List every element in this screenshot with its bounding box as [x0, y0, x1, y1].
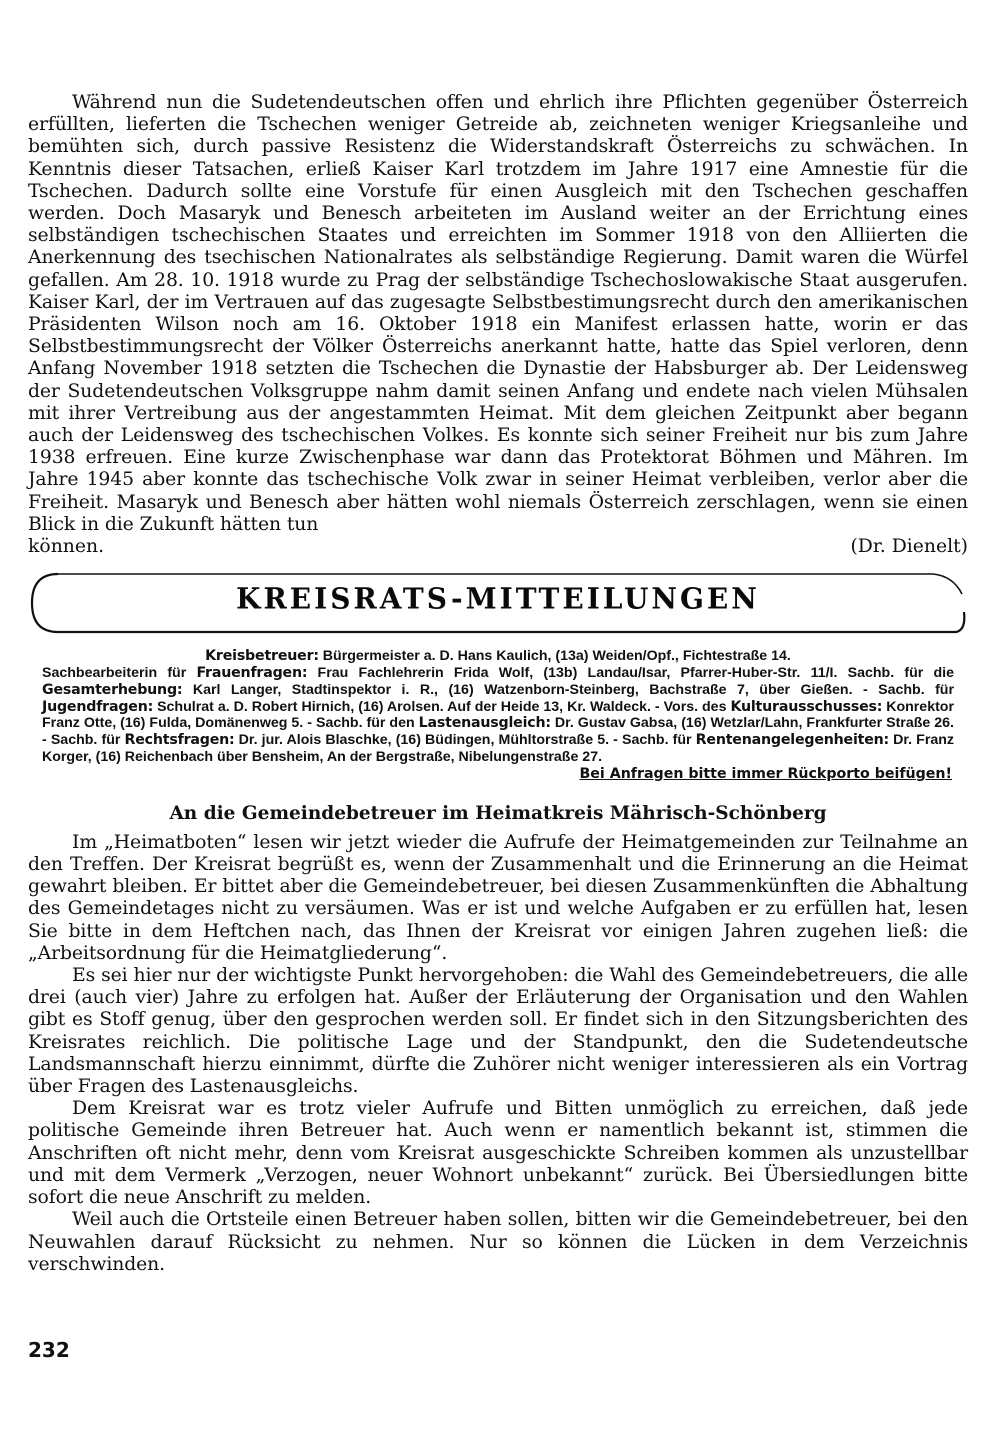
notice-label-lastenausgleich: Lastenausgleich: — [418, 715, 551, 732]
article — [28, 803, 968, 1276]
article-paragraph: Es sei hier nur der wichtigste Punkt hervorgehoben: die Wahl des Gemeindebetreuers, die alle drei (auch vier) Jahre zu erfolgen hat. Außer der Erläuterung der Organisation und den Wahlen gibt es Stoff genug, über den gesprochen werden soll. Er findet sich in den Sitzungsberichten des Kreisrates reichlich. Die politische Lage und der Standpunkt, den die Sudetendeutsche Landsmannschaft hierzu einnimmt, dürfte die Zuhörer nicht weniger interessieren als ein Vortrag über Fragen des Lastenausgleichs. — [28, 965, 968, 1098]
article-paragraph: Dem Kreisrat war es trotz vieler Aufrufe und Bitten unmöglich zu erreichen, daß jede politische Gemeinde ihren Betreuer hat. Auch wenn er namentlich bekannt ist, stimmen die Anschriften oft nicht mehr, denn vom Kreisrat ausgeschickte Schreiben kommen als unzustellbar und mit dem Vermerk „Verzogen, neuer Wohnort unbekannt“ zurück. Bei Übersiedlungen bitte sofort die neue Anschrift zu melden. — [28, 1098, 968, 1209]
banner-title: KREISRATS-MITTEILUNGEN — [236, 581, 760, 617]
notice-text: Sachbearbeiterin für — [42, 665, 197, 682]
notice-label-kulturausschuss: Kulturausschusses: — [730, 698, 883, 715]
article-paragraph: Weil auch die Ortsteile einen Betreuer haben sollen, bitten wir die Gemeindebetreuer, bei den Neuwahlen darauf Rücksicht zu nehmen. Nur so können die Lücken in dem Verzeichnis verschwinden. — [28, 1209, 968, 1275]
page-number: 232 — [28, 1338, 70, 1362]
notice-first-line — [42, 648, 954, 665]
notice-label-rechtsfragen: Rechtsfragen: — [124, 732, 235, 749]
notice-footer: Bei Anfragen bitte immer Rückporto beifügen! — [579, 765, 952, 782]
notice-label-rentenangelegenheiten: Rentenangelegenheiten: — [695, 732, 890, 749]
notice-text: Konrektor Franz Otte, (16) Fulda, Domänenweg 5. - Sachb. für den — [42, 698, 954, 732]
notice-label-gesamterhebung: Gesamterhebung: — [42, 681, 183, 698]
notice-text: Dr. jur. Alois Blaschke, (16) Büdingen, Mühltorstraße 5. - Sachb. für — [234, 732, 696, 749]
notice-label-kreisbetreuer: Kreisbetreuer: — [205, 648, 319, 665]
author-signature: (Dr. Dienelt) — [850, 536, 968, 558]
notice-text: Karl Langer, Stadtinspektor i. R., (16) Watzenborn-Steinberg, Bachstraße 7, über Gießen. - Sachb. für — [182, 681, 954, 698]
article-title: An die Gemeindebetreuer im Heimatkreis Mährisch-Schönberg — [169, 802, 827, 824]
article-paragraph: Im „Heimatboten“ lesen wir jetzt wieder die Aufrufe der Heimatgemeinden zur Teilnahme an den Treffen. Der Kreisrat begrüßt es, wenn der Zusammenhalt und die Erinnerung an die Heimat gewahrt bleiben. Er bittet aber die Gemeindebetreuer, bei diesen Zusammenkünften die Abhaltung des Gemeindetages nicht zu versäumen. Was er ist und welche Aufgaben er zu erfüllen hat, lesen Sie bitte in dem Heftchen nach, das Ihnen der Kreisrat vor einigen Jahren zugehen ließ: die „Arbeitsordnung für die Heimatgliederung“. — [28, 831, 968, 964]
page-content — [28, 92, 968, 1276]
intro-paragraph: Während nun die Sudetendeutschen offen und ehrlich ihre Pflichten gegenüber Österreich erfüllten, lieferten die Tschechen weniger Getreide ab, zeichneten weniger Kriegsanleihe und bemühten sich, durch passive Resistenz die Widerstandskraft Österreichs zu schwächen. In Kenntnis dieser Tatsachen, erließ Kaiser Karl trotzdem im Jahre 1917 eine Amnestie für die Tschechen. Dadurch sollte eine Vorstufe für einen Ausgleich mit den Tschechen geschaffen werden. Doch Masaryk und Benesch arbeiteten im Ausland weiter an der Errichtung eines selbständigen tschechischen Staates und erreichten im Sommer 1918 von den Alliierten die Anerkennung des tsechischen Nationalrates als selbständige Regierung. Damit waren die Würfel gefallen. Am 28. 10. 1918 wurde zu Prag der selbständige Tschechoslowakische Staat ausgerufen. Kaiser Karl, der im Vertrauen auf das zugesagte Selbstbestimungsrecht durch den amerikanischen Präsidenten Wilson noch am 16. Oktober 1918 ein Manifest erlassen hatte, worin er das Selbstbestimmungsrecht der Völker Österreichs anerkannt hatte, hatte das Spiel verloren, denn Anfang November 1918 setzten die Tschechen die Dynastie der Habsburger ab. Der Leidensweg der Sudetendeutschen Volksgruppe nahm damit seinen Anfang und endete nach vielen Mühsalen mit ihrer Vertreibung aus der angestammten Heimat. Mit dem gleichen Zeitpunkt aber begann auch der Leidensweg des tschechischen Volkes. Es konnte sich seiner Freiheit nur bis zum Jahre 1938 erfreuen. Eine kurze Zwischenphase war dann das Protektorat Böhmen und Mähren. Im Jahre 1945 aber konnte das tschechische Volk zwar in seiner Heimat verbleiben, verlor aber die Freiheit. Masaryk und Benesch aber hätten wohl niemals Österreich zerschlagen, wenn sie einen Blick in die Zukunft hätten tun — [28, 92, 968, 535]
notice-text: Dr. Franz Korger, (16) Reichenbach über Bensheim, An der Bergstraße, Nibelungenstraße 27. — [42, 732, 955, 766]
intro-closing-line — [28, 536, 968, 558]
notice-text: Schulrat a. D. Robert Hirnich, (16) Arolsen. Auf der Heide 13, Kr. Waldeck. - Vors. des — [153, 698, 731, 715]
notice-text: Bürgermeister a. D. Hans Kaulich, (13a) Weiden/Opf., Fichtestraße 14. — [318, 648, 791, 665]
contact-notice — [42, 648, 954, 766]
section-banner — [28, 572, 968, 634]
notice-label-frauenfragen: Frauenfragen: — [196, 665, 308, 682]
notice-text: Frau Fachlehrerin Frida Wolf, (13b) Landau/Isar, Pfarrer-Huber-Str. 11/I. Sachb. für die — [307, 665, 954, 682]
notice-text: Dr. Gustav Gabsa, (16) Wetzlar/Lahn, Frankfurter Straße 26. - Sachb. für — [42, 715, 954, 749]
intro-last-line: können. — [28, 536, 105, 558]
notice-label-jugendfragen: Jugendfragen: — [42, 698, 154, 715]
